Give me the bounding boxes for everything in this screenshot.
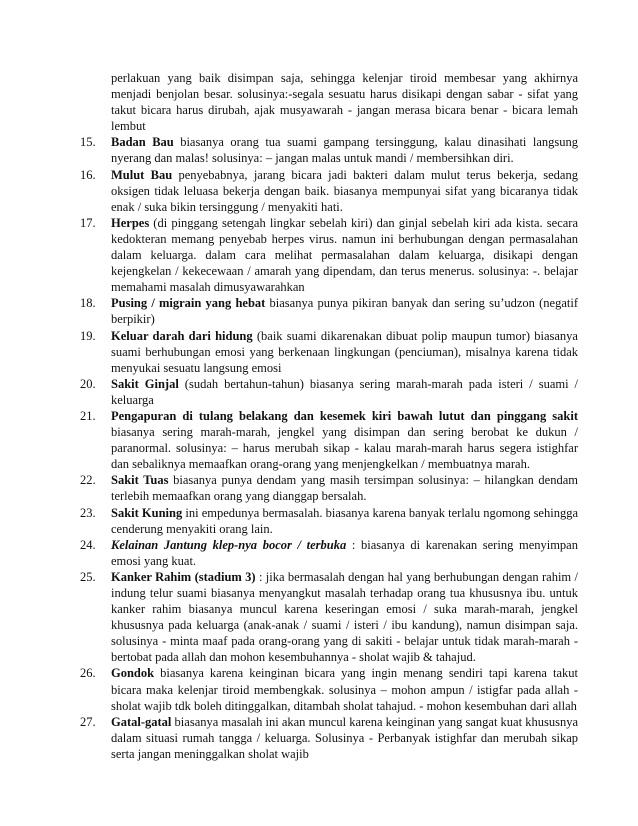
- item-number: 25.: [80, 569, 96, 584]
- item-text: ini empedunya bermasalah. biasanya karena banyak terlalu ngomong sehingga cenderung menyakiti orang lain.: [111, 505, 579, 536]
- item-title: Pengapuran di tulang belakang dan kesemek kiri bawah lutut dan pinggang sakit: [111, 408, 578, 423]
- item-number: 27.: [80, 714, 96, 729]
- item-title: Kanker Rahim (stadium 3): [111, 569, 256, 584]
- item-title: Kelainan Jantung klep-nya bocor / terbuka: [111, 537, 347, 552]
- item-text: biasanya masalah ini akan muncul karena keinginan yang sangat kuat khususnya dalam situasi rumah tangga / keluarga. Solusinya - Perbanyak istighfar dan merubah sikap serta jangan meninggalkan sholat wajib: [111, 714, 578, 761]
- list-item: [80, 295, 578, 327]
- item-text: biasanya orang tua suami gampang tersinggung, kalau dinasihati langsung nyerang dan malas! solusinya: – jangan malas untuk mandi / membersihkan diri.: [111, 135, 579, 166]
- item-text: : jika bermasalah dengan hal yang berhubungan dengan rahim / indung telur suami biasanya menyangkut masalah terhadap orang tua khususnya ibu. untuk kanker rahim biasanya muncul karena keseringan emosi / suka marah-marah, jengkel khususnya pada keluarga (anak-anak / suami / isteri / ibu kandung), namun disimpan saja. solusinya - minta maaf pada orang-orang yang di sakiti - belajar untuk tidak marah-marah - bertobat pada allah dan mohon kesembuhannya - sholat wajib & tahajud.: [111, 569, 578, 665]
- list-item: [80, 376, 578, 408]
- item-title: Sakit Kuning: [111, 505, 183, 520]
- item-number: 19.: [80, 328, 96, 343]
- list-item: [80, 472, 578, 504]
- list-item: [80, 328, 578, 376]
- item-number: 20.: [80, 376, 96, 391]
- list-item: [80, 714, 578, 762]
- item-title: Gatal-gatal: [111, 714, 172, 729]
- item-number: 18.: [80, 296, 96, 311]
- list-item: [80, 134, 578, 166]
- item-text: (di pinggang setengah lingkar sebelah kiri) dan ginjal sebelah kiri ada kista. secara kedokteran memang penyebab herpes virus. namun ini berhubungan dengan permasalahan dalam keluarga. dalam cara melihat permasalahan dalam keluarga, disikapi dengan kejengkelan / kekecewaan / amarah yang dipendam, dan terus menerus. solusinya: -. belajar memahami masalah dimusyawarahkan: [111, 215, 578, 295]
- item-text: (baik suami dikarenakan dibuat polip maupun tumor) biasanya suami berhubungan emosi yang berkenaan lingkungan (penciuman), misalnya karena tidak menyukai sesuatu langsung emosi: [111, 328, 578, 375]
- list-item: [80, 215, 578, 295]
- list-item: [80, 537, 578, 569]
- numbered-list: [80, 134, 578, 762]
- item-number: 16.: [80, 167, 96, 182]
- item-text: (sudah bertahun-tahun) biasanya sering marah-marah pada isteri / suami / keluarga: [111, 376, 579, 407]
- item-title: Mulut Bau: [111, 167, 173, 182]
- item-title: Keluar darah dari hidung: [111, 328, 253, 343]
- item-number: 26.: [80, 666, 96, 681]
- item-number: 21.: [80, 408, 96, 423]
- item-title: Badan Bau: [111, 135, 174, 150]
- intro-paragraph: perlakuan yang baik disimpan saja, sehingga kelenjar tiroid membesar yang akhirnya menjadi benjolan besar. solusinya:-segala sesuatu harus disikapi dengan sabar - sifat yang takut bicara harus dirubah, ajak musyawarah - jangan merasa bicara benar - bicara lemah lembut: [111, 71, 578, 134]
- item-title: Sakit Tuas: [111, 473, 169, 488]
- item-number: 24.: [80, 537, 96, 552]
- item-title: Gondok: [111, 666, 155, 681]
- item-text: : biasanya di karenakan sering menyimpan emosi yang kuat.: [111, 537, 578, 568]
- item-text: penyebabnya, jarang bicara jadi bakteri dalam mulut terus bekerja, sedang oksigen tidak leluasa bekerja dengan baik. biasanya mempunyai sifat yang bicaranya tidak enak / suka bikin tersinggung / menyakiti hati.: [111, 167, 578, 214]
- item-number: 23.: [80, 505, 96, 520]
- item-title: Herpes: [111, 215, 150, 230]
- item-number: 15.: [80, 135, 96, 150]
- item-number: 17.: [80, 215, 96, 230]
- list-item: [80, 569, 578, 666]
- list-item: [80, 408, 578, 472]
- item-text: biasanya punya dendam yang masih tersimpan solusinya: – hilangkan dendam terlebih memaafkan orang yang dianggap bersalah.: [111, 473, 578, 504]
- item-text: biasanya punya pikiran banyak dan sering su’udzon (negatif berpikir): [111, 296, 578, 327]
- list-item: [80, 665, 578, 713]
- item-text: biasanya karena keinginan bicara yang ingin menang sendiri tapi karena takut bicara maka kelenjar tiroid membengkak. solusinya – mohon ampun / istigfar pada allah - sholat wajib tdk boleh ditinggalkan, ditambah sholat tahajud. - mohon kesembuhan dari allah: [111, 666, 578, 713]
- list-item: [80, 505, 578, 537]
- list-item: [80, 167, 578, 215]
- item-text: biasanya sering marah-marah, jengkel yang disimpan dan sering berobat ke dukun / paranormal. solusinya: – harus merubah sikap - kalau marah-marah harus segera istighfar dan sebaliknya memaafkan orang-orang yang menjengkelkan / membuatnya marah.: [111, 425, 578, 472]
- item-number: 22.: [80, 473, 96, 488]
- item-title: Pusing / migrain yang hebat: [111, 296, 266, 311]
- document-content: [80, 70, 578, 762]
- item-title: Sakit Ginjal: [111, 376, 179, 391]
